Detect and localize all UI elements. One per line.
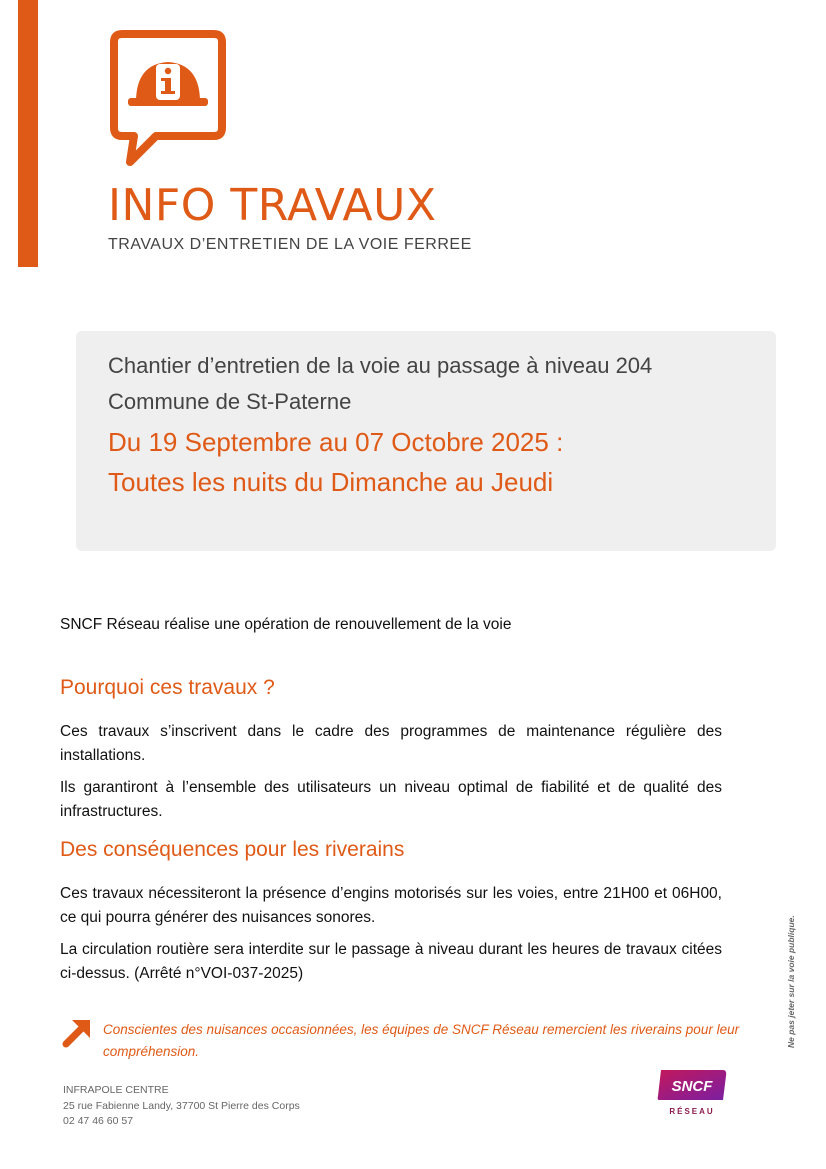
- page-title: INFO TRAVAUX: [108, 180, 437, 231]
- section-consequences-paragraph-1: Ces travaux nécessiteront la présence d’engins motorisés sur les voies, entre 21H00 et 06H00, ce qui pourra générer des nuisances sonores.: [60, 885, 722, 926]
- site-location: Chantier d’entretien de la voie au passage à niveau 204: [108, 353, 653, 378]
- schedule: Toutes les nuits du Dimanche au Jeudi: [108, 467, 554, 497]
- info-box: [76, 331, 776, 551]
- side-note: Ne pas jeter sur la voie publique.: [786, 915, 796, 1048]
- footer-phone: 02 47 46 60 57: [63, 1115, 134, 1127]
- footer-org: INFRAPOLE CENTRE: [63, 1084, 169, 1096]
- hardhat-info-icon: [108, 28, 228, 168]
- section-why-paragraph-1: Ces travaux s’inscrivent dans le cadre des programmes de maintenance régulière des installations.: [60, 723, 722, 764]
- sncf-brand: SNCF: [671, 1078, 713, 1095]
- date-range: Du 19 Septembre au 07 Octobre 2025 :: [108, 427, 564, 457]
- arrow-up-right-icon: [60, 1014, 94, 1048]
- section-heading-why: Pourquoi ces travaux ?: [60, 676, 275, 699]
- section-consequences-paragraph-2: La circulation routière sera interdite sur le passage à niveau durant les heures de travaux citées ci-dessus. (Arrêté n°VOI-037-2025): [60, 941, 722, 982]
- footer-address: 25 rue Fabienne Landy, 37700 St Pierre des Corps: [63, 1100, 300, 1112]
- intro-text: SNCF Réseau réalise une opération de renouvellement de la voie: [60, 616, 512, 633]
- thanks-note: Conscientes des nuisances occasionnées, les équipes de SNCF Réseau remercient les riverains pour leur compréhension.: [103, 1022, 740, 1059]
- section-heading-consequences: Des conséquences pour les riverains: [60, 838, 405, 861]
- commune: Commune de St-Paterne: [108, 389, 352, 414]
- sncf-sub: RÉSEAU: [669, 1107, 715, 1116]
- sncf-reseau-logo: [657, 1068, 727, 1120]
- section-why-paragraph-2: Ils garantiront à l’ensemble des utilisateurs un niveau optimal de fiabilité et de qualité des infrastructures.: [60, 779, 722, 820]
- accent-side-bar: [18, 0, 38, 267]
- page-subtitle: TRAVAUX D’ENTRETIEN DE LA VOIE FERREE: [108, 236, 472, 253]
